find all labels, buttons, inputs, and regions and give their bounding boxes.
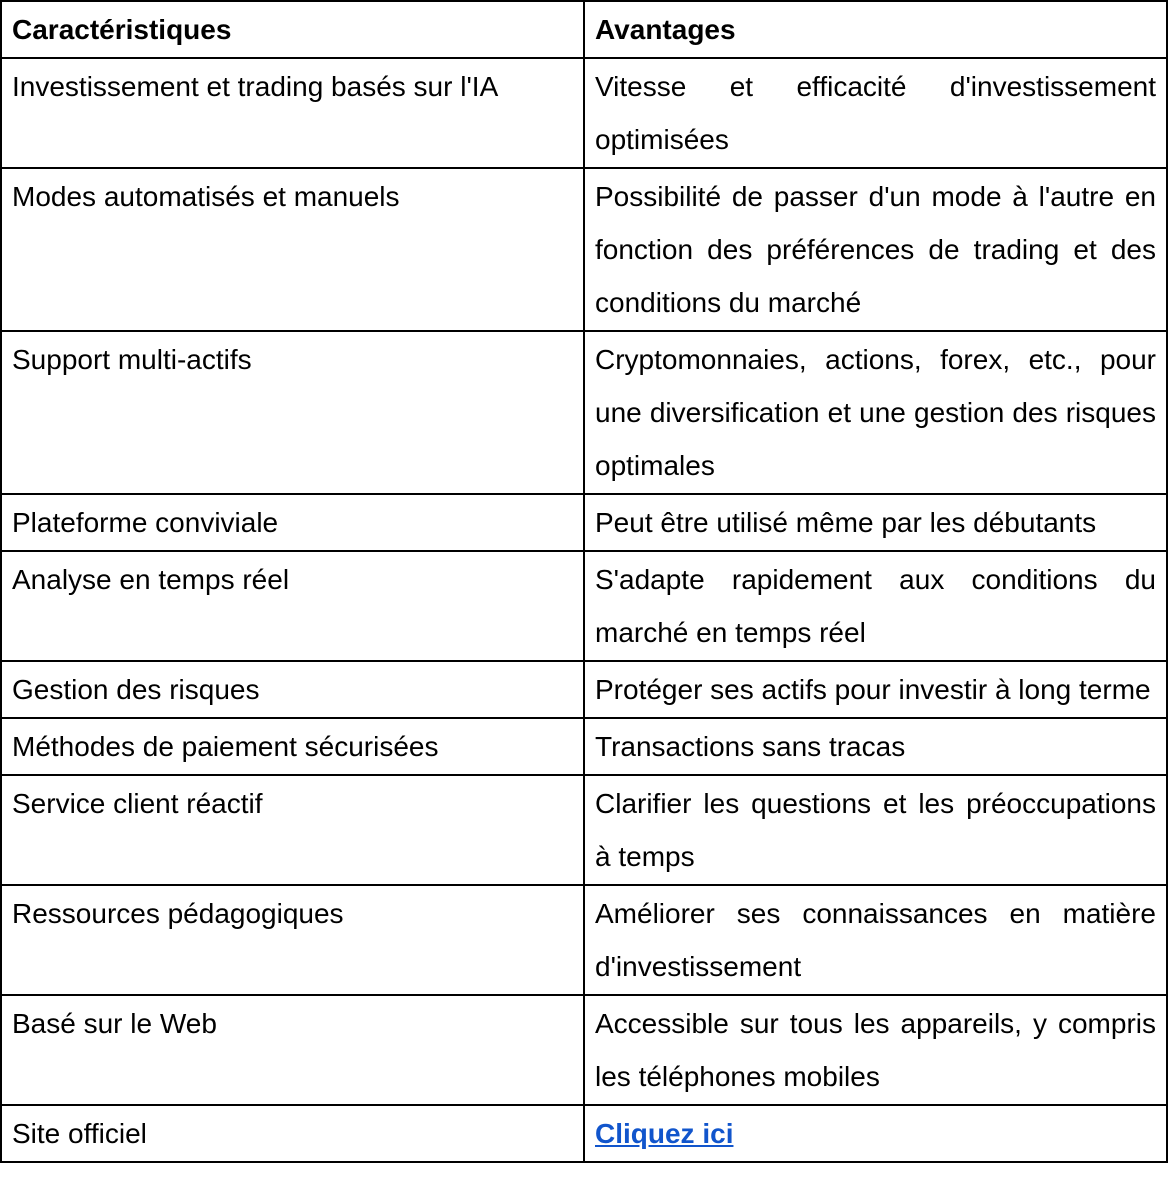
column-header-avantages: Avantages bbox=[584, 1, 1167, 58]
feature-cell: Ressources pédagogiques bbox=[1, 885, 584, 995]
advantage-cell: Protéger ses actifs pour investir à long terme bbox=[584, 661, 1167, 718]
advantage-cell: Cryptomonnaies, actions, forex, etc., pour une diversification et une gestion des risques optimales bbox=[584, 331, 1167, 494]
advantage-cell bbox=[584, 1105, 1167, 1162]
table-row bbox=[1, 168, 1167, 331]
feature-cell: Service client réactif bbox=[1, 775, 584, 885]
feature-cell: Méthodes de paiement sécurisées bbox=[1, 718, 584, 775]
advantage-cell: Transactions sans tracas bbox=[584, 718, 1167, 775]
advantage-cell: Vitesse et efficacité d'investissement optimisées bbox=[584, 58, 1167, 168]
table-row bbox=[1, 58, 1167, 168]
feature-cell: Analyse en temps réel bbox=[1, 551, 584, 661]
advantage-cell: S'adapte rapidement aux conditions du marché en temps réel bbox=[584, 551, 1167, 661]
feature-cell: Basé sur le Web bbox=[1, 995, 584, 1105]
advantage-cell: Accessible sur tous les appareils, y compris les téléphones mobiles bbox=[584, 995, 1167, 1105]
table-row bbox=[1, 885, 1167, 995]
official-site-link[interactable]: Cliquez ici bbox=[595, 1118, 734, 1149]
table-body bbox=[1, 58, 1167, 1162]
table-row bbox=[1, 775, 1167, 885]
advantage-cell: Possibilité de passer d'un mode à l'autre en fonction des préférences de trading et des conditions du marché bbox=[584, 168, 1167, 331]
table-row bbox=[1, 331, 1167, 494]
column-header-caracteristiques: Caractéristiques bbox=[1, 1, 584, 58]
feature-cell: Gestion des risques bbox=[1, 661, 584, 718]
feature-cell: Plateforme conviviale bbox=[1, 494, 584, 551]
feature-cell: Investissement et trading basés sur l'IA bbox=[1, 58, 584, 168]
table-row bbox=[1, 718, 1167, 775]
advantage-cell: Peut être utilisé même par les débutants bbox=[584, 494, 1167, 551]
table-row bbox=[1, 1105, 1167, 1162]
table-row bbox=[1, 551, 1167, 661]
advantage-cell: Améliorer ses connaissances en matière d'investissement bbox=[584, 885, 1167, 995]
table-row bbox=[1, 661, 1167, 718]
feature-cell: Support multi-actifs bbox=[1, 331, 584, 494]
table-row bbox=[1, 995, 1167, 1105]
table-row bbox=[1, 494, 1167, 551]
advantage-cell: Clarifier les questions et les préoccupations à temps bbox=[584, 775, 1167, 885]
feature-cell: Site officiel bbox=[1, 1105, 584, 1162]
header-row bbox=[1, 1, 1167, 58]
feature-cell: Modes automatisés et manuels bbox=[1, 168, 584, 331]
